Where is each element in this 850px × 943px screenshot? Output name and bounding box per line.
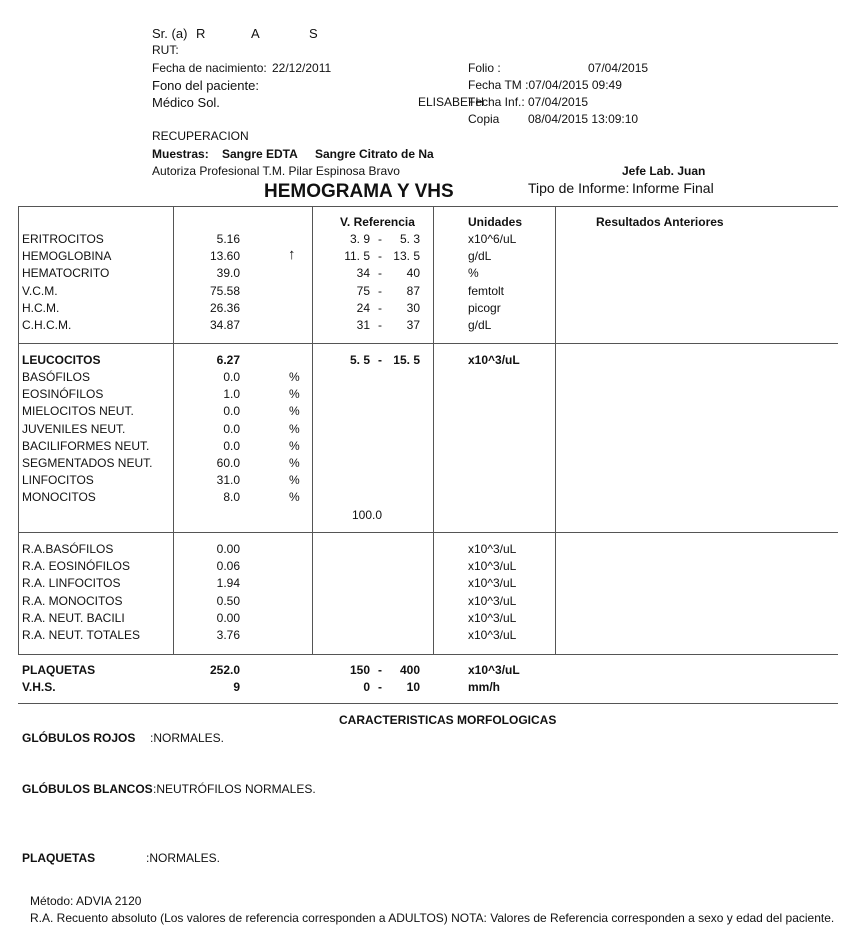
absolute-row-unit: x10^3/uL — [468, 628, 517, 642]
section1-row-ref-lo: 75 — [356, 284, 370, 298]
section1-row-name: V.C.M. — [22, 284, 58, 298]
section1-row-value: 39.0 — [216, 266, 240, 280]
patient-name-1: R — [196, 26, 206, 41]
header-ref: V. Referencia — [340, 215, 415, 229]
leucocitos-row-name: LEUCOCITOS — [22, 353, 101, 367]
section1-row-unit: g/dL — [468, 318, 492, 332]
section1-row-value: 5.16 — [216, 232, 240, 246]
absolute-row-value: 0.00 — [216, 610, 240, 625]
differential-row-value: 1.0 — [223, 387, 240, 402]
differential-row-value: 60.0 — [216, 456, 240, 470]
section1-row-ref-hi: 5. 3 — [399, 232, 420, 246]
absolute-row-name: R.A. EOSINÓFILOS — [22, 559, 131, 574]
absolute-row-unit: x10^3/uL — [468, 593, 517, 608]
patient-name-3: S — [309, 26, 318, 41]
doctor-label: Médico Sol. — [152, 95, 220, 110]
differential-row-name: LINFOCITOS — [22, 473, 94, 488]
differential-row-value: 0.0 — [223, 404, 240, 419]
section1-row-ref-lo: 31 — [356, 318, 370, 332]
platelet-row-unit: x10^3/uL — [468, 663, 520, 677]
tipo-informe-label: Tipo de Informe: — [528, 180, 630, 196]
leucocitos-row-ref-hi: 15. 5 — [393, 353, 420, 367]
differential-row-unit: % — [289, 387, 300, 402]
phone-label: Fono del paciente: — [152, 78, 259, 93]
section1-row-ref-hi: 40 — [406, 266, 420, 280]
absolute-row-value: 0.50 — [216, 593, 240, 608]
section1-row-value: 75.58 — [209, 284, 240, 298]
section1-row-ref-hi: 37 — [406, 318, 420, 332]
plaquetas-value: :NORMALES. — [146, 851, 221, 865]
differential-row-name: MONOCITOS — [22, 490, 96, 505]
differential-row-name: BASÓFILOS — [22, 370, 91, 384]
table-left-border — [18, 206, 19, 654]
nota-text: R.A. Recuento absoluto (Los valores de referencia corresponden a ADULTOS) NOTA: Valores de Referencia corresponden a sexo y edad del paciente. — [30, 911, 835, 925]
absolute-row-name: R.A.BASÓFILOS — [22, 542, 114, 556]
autoriza-text: Autoriza Profesional T.M. Pilar Espinosa Bravo — [152, 164, 400, 178]
differential-row-unit: % — [289, 473, 300, 488]
section1-row-ref-dash: - — [378, 284, 382, 298]
absolute-row-unit: x10^3/uL — [468, 542, 517, 556]
recuperacion-text: RECUPERACION — [152, 129, 249, 143]
section1-row-name: C.H.C.M. — [22, 318, 72, 332]
section1-row-name: HEMOGLOBINA — [22, 249, 112, 263]
differential-row-name: BACILIFORMES NEUT. — [22, 438, 150, 453]
fecha-inf-label: Fecha Inf.: — [468, 95, 525, 109]
platelet-row-ref-dash: - — [378, 663, 382, 677]
tipo-informe-value: Informe Final — [632, 180, 714, 196]
platelet-row-value: 9 — [233, 680, 240, 694]
blancos-value: :NEUTRÓFILOS NORMALES. — [153, 782, 316, 796]
differential-row-value: 0.0 — [223, 421, 240, 436]
differential-row-unit: % — [289, 421, 300, 436]
differential-row-value: 0.0 — [223, 370, 240, 384]
absolute-row-name: R.A. MONOCITOS — [22, 593, 123, 608]
section1-row-unit: % — [468, 266, 479, 280]
section1-row-value: 34.87 — [209, 318, 240, 332]
platelet-row-ref-hi: 10 — [406, 680, 420, 694]
absolute-row-name: R.A. NEUT. BACILI — [22, 610, 125, 625]
section1-row-ref-dash: - — [378, 232, 382, 246]
section1-row-unit: picogr — [468, 301, 501, 315]
differential-row-unit: % — [289, 456, 300, 470]
rojos-label: GLÓBULOS ROJOS — [22, 731, 136, 745]
table-bottom-border — [18, 703, 838, 704]
rut-label: RUT: — [152, 43, 179, 57]
morph-title: CARACTERISTICAS MORFOLOGICAS — [339, 713, 557, 727]
platelet-row-ref-hi: 400 — [399, 663, 420, 677]
differential-row-unit: % — [289, 404, 300, 419]
section1-row-ref-hi: 30 — [406, 301, 420, 315]
absolute-row-value: 0.00 — [216, 542, 240, 556]
platelet-row-ref-lo: 150 — [349, 663, 370, 677]
fecha-tm: Fecha TM :07/04/2015 09:49 — [468, 78, 622, 92]
section1-row-value: 26.36 — [209, 301, 240, 315]
absolute-row-value: 0.06 — [216, 559, 240, 574]
table-divider-1 — [18, 343, 838, 344]
jefe-lab: Jefe Lab. Juan — [622, 164, 706, 178]
absolute-row-unit: x10^3/uL — [468, 576, 517, 591]
platelet-row-name: PLAQUETAS — [22, 663, 96, 677]
platelet-row-ref-dash: - — [378, 680, 382, 694]
section1-row-ref-hi: 13. 5 — [393, 249, 420, 263]
platelet-row-value: 252.0 — [209, 663, 240, 677]
col-divider-ref — [433, 206, 434, 654]
plaquetas-label: PLAQUETAS — [22, 851, 96, 865]
section1-row-ref-dash: - — [378, 318, 382, 332]
differential-row-value: 8.0 — [223, 490, 240, 505]
section1-row-ref-hi: 87 — [406, 284, 420, 298]
differential-row-unit: % — [289, 490, 300, 505]
leucocitos-row-value: 6.27 — [216, 353, 240, 367]
folio-label: Folio : — [468, 61, 501, 75]
platelet-row-unit: mm/h — [468, 680, 501, 694]
section1-row-ref-dash: - — [378, 266, 382, 280]
section1-row-ref-lo: 11. 5 — [344, 249, 370, 263]
section1-row-ref-dash: - — [378, 249, 382, 263]
differential-row-unit: % — [289, 370, 300, 384]
birth-value: 22/12/2011 — [272, 61, 332, 75]
absolute-row-value: 1.94 — [216, 576, 240, 591]
leucocitos-row-ref-lo: 5. 5 — [349, 353, 370, 367]
section1-row-ref-dash: - — [378, 301, 382, 315]
leucocitos-row-unit: x10^3/uL — [468, 353, 520, 367]
header-units: Unidades — [468, 215, 523, 229]
section1-row-ref-lo: 3. 9 — [349, 232, 370, 246]
muestras-label: Muestras: — [152, 147, 209, 161]
rojos-value: :NORMALES. — [150, 731, 225, 745]
differential-row-value: 0.0 — [223, 438, 240, 453]
fecha-inf-value: 07/04/2015 — [528, 95, 589, 109]
section1-row-ref-lo: 24 — [356, 301, 370, 315]
differential-row-name: JUVENILES NEUT. — [22, 421, 126, 436]
section1-row-name: HEMATOCRITO — [22, 266, 110, 280]
absolute-row-unit: x10^3/uL — [468, 559, 517, 574]
metodo-text: Método: ADVIA 2120 — [30, 894, 142, 908]
birth-label: Fecha de nacimiento: — [152, 61, 267, 75]
header-prev: Resultados Anteriores — [596, 215, 724, 229]
table-divider-2 — [18, 532, 838, 533]
section1-row-unit: femtolt — [468, 284, 505, 298]
col-divider-unit — [555, 206, 556, 654]
differential-row-unit: % — [289, 438, 300, 453]
muestra-2: Sangre Citrato de Na — [315, 147, 434, 161]
report-title: HEMOGRAMA Y VHS — [264, 181, 454, 202]
section1-row-ref-lo: 34 — [356, 266, 370, 280]
patient-name-2: A — [251, 26, 260, 41]
patient-prefix: Sr. (a) — [152, 26, 188, 41]
differential-row-name: SEGMENTADOS NEUT. — [22, 456, 153, 470]
differential-total: 100.0 — [352, 508, 383, 522]
section1-row-value: 13.60 — [209, 249, 240, 263]
differential-row-value: 31.0 — [216, 473, 240, 488]
platelet-row-name: V.H.S. — [22, 680, 56, 694]
table-top-border — [18, 206, 838, 207]
col-divider-value — [312, 206, 313, 654]
absolute-row-value: 3.76 — [216, 628, 240, 642]
absolute-row-unit: x10^3/uL — [468, 610, 517, 625]
differential-row-name: EOSINÓFILOS — [22, 387, 104, 402]
copia-label: Copia — [468, 112, 500, 126]
differential-row-name: MIELOCITOS NEUT. — [22, 404, 134, 419]
section1-row-name: H.C.M. — [22, 301, 60, 315]
muestra-1: Sangre EDTA — [222, 147, 298, 161]
absolute-row-name: R.A. NEUT. TOTALES — [22, 628, 141, 642]
doctor-value: ELISABETH — [418, 95, 485, 109]
platelet-row-ref-lo: 0 — [363, 680, 370, 694]
section1-row-unit: x10^6/uL — [468, 232, 517, 246]
section1-row-unit: g/dL — [468, 249, 492, 263]
high-flag-icon: ↑ — [288, 246, 296, 263]
copia-value: 08/04/2015 13:09:10 — [528, 112, 639, 126]
table-divider-3 — [18, 654, 838, 655]
leucocitos-row-ref-dash: - — [378, 353, 382, 367]
folio-value: 07/04/2015 — [588, 61, 649, 75]
blancos-label: GLÓBULOS BLANCOS — [22, 782, 153, 796]
absolute-row-name: R.A. LINFOCITOS — [22, 576, 121, 591]
section1-row-name: ERITROCITOS — [22, 232, 104, 246]
